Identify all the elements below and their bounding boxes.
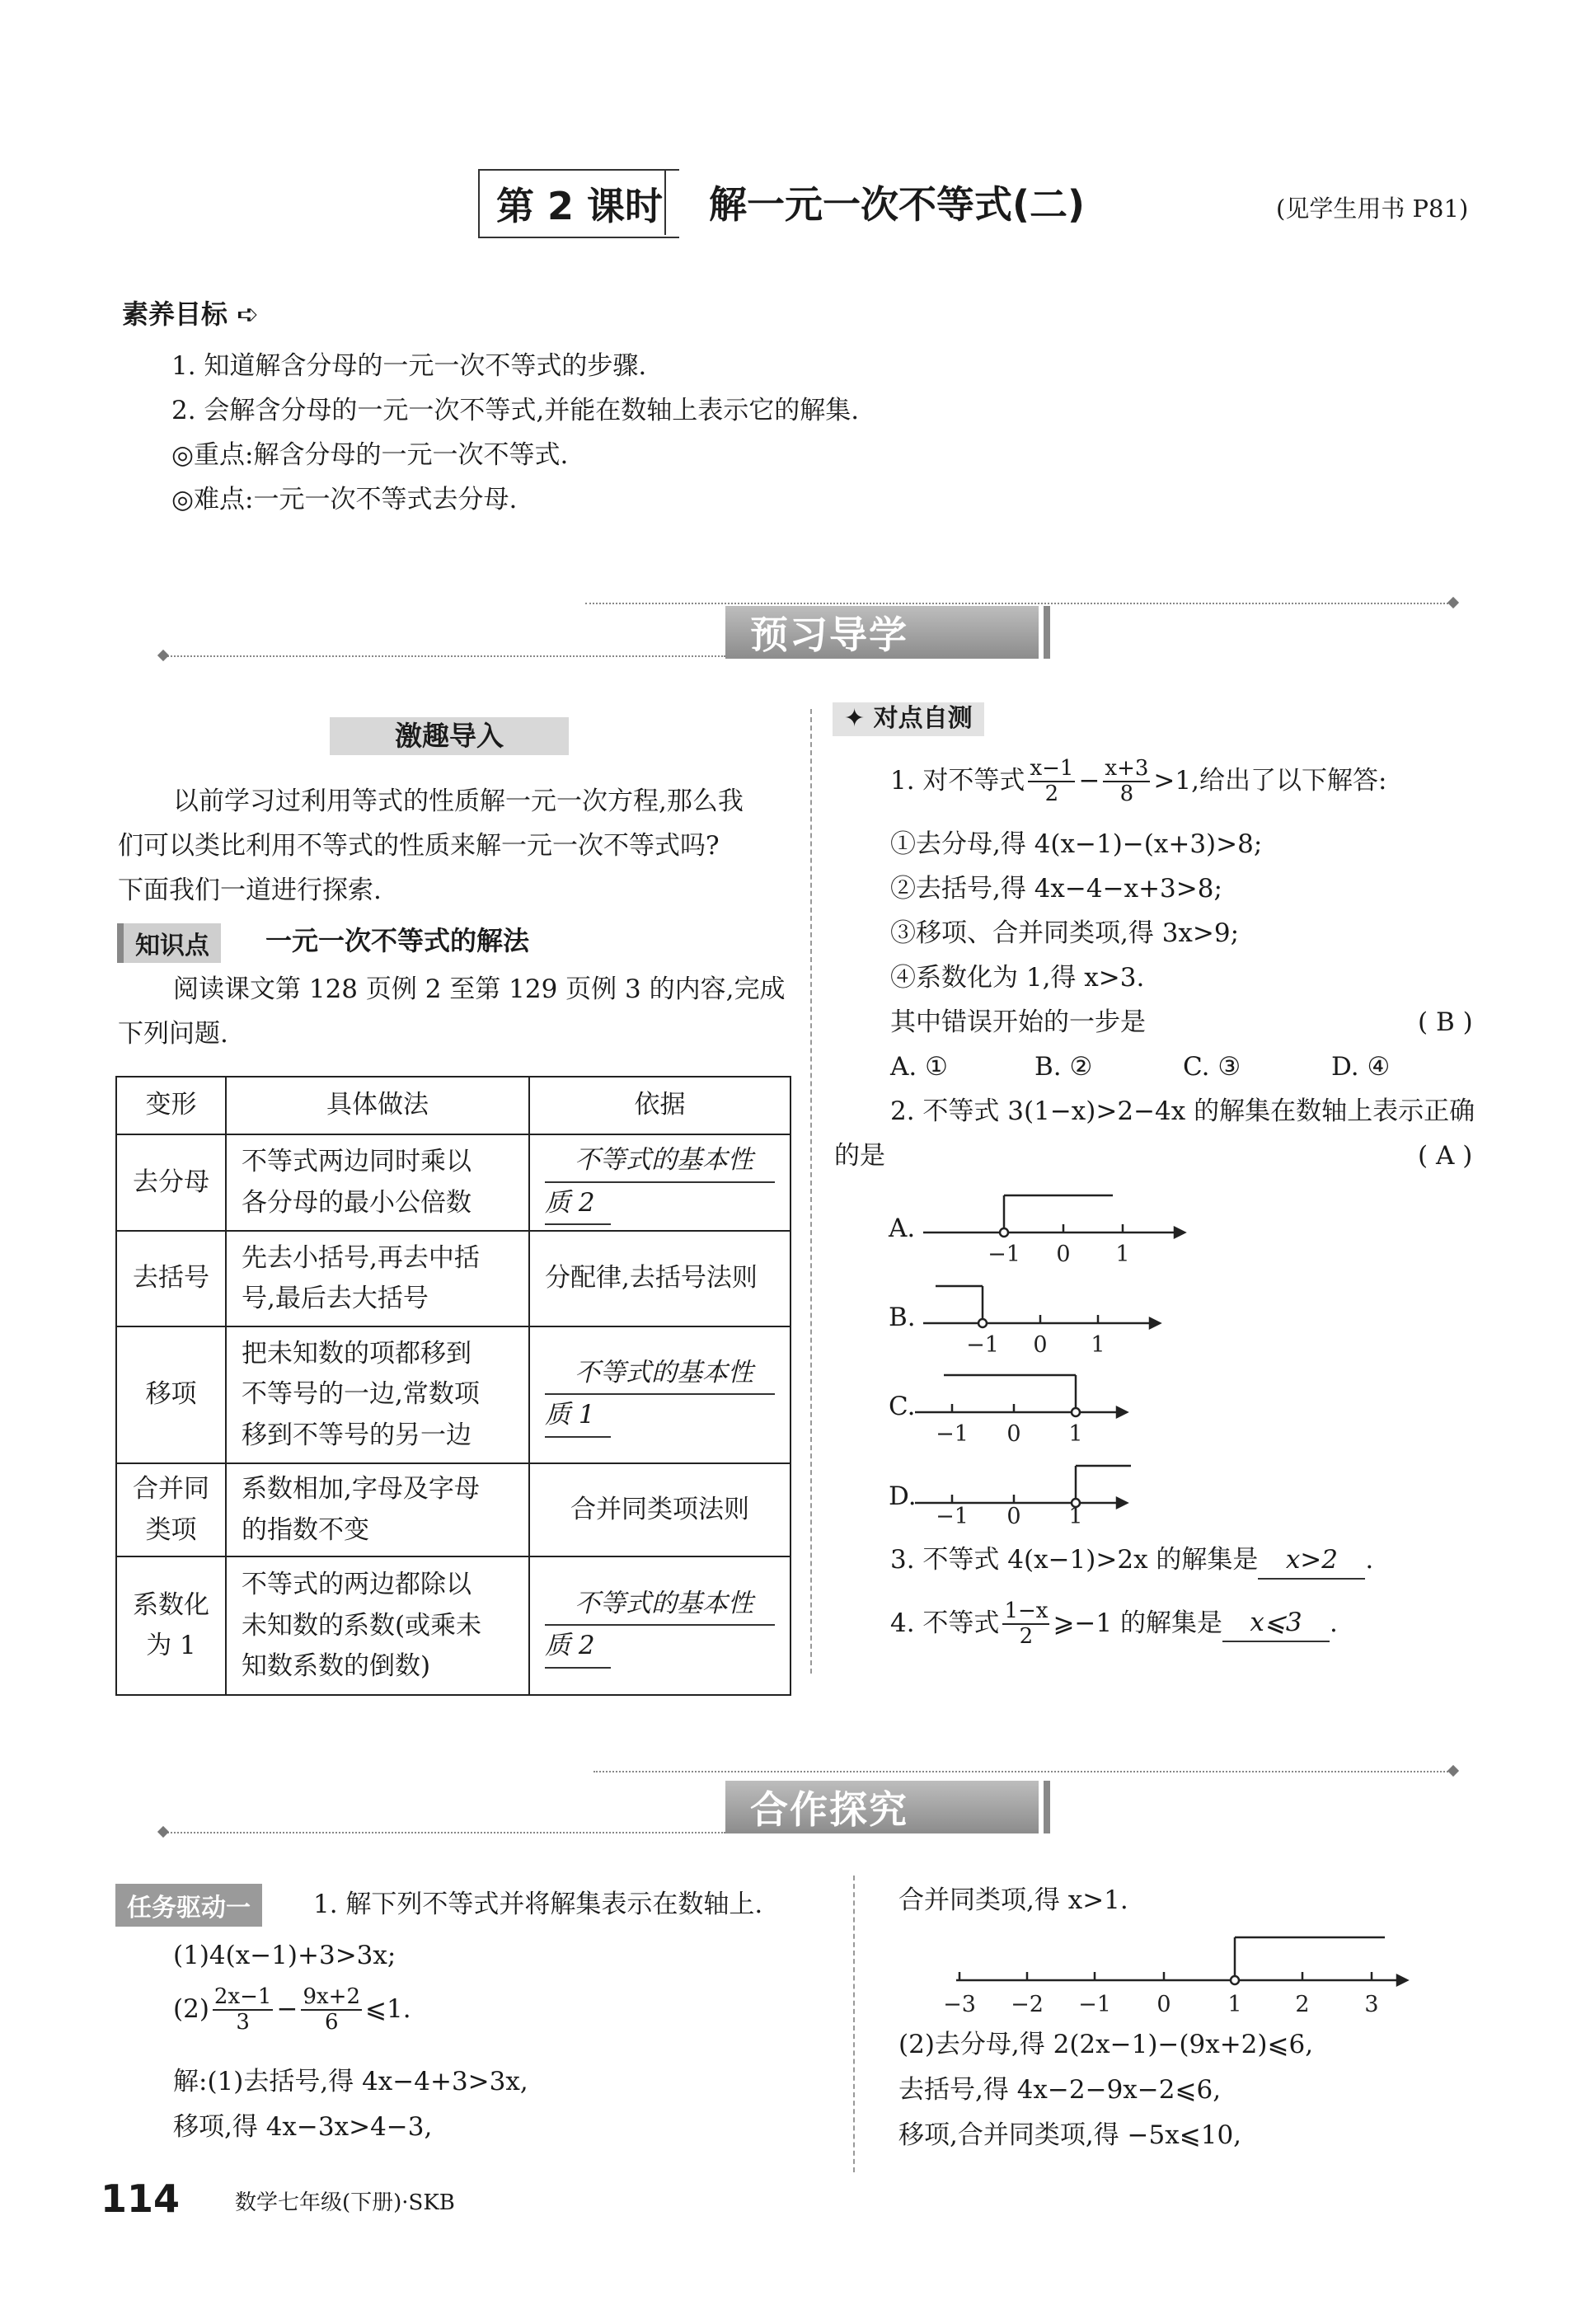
arrow-icon: ➪ bbox=[237, 298, 259, 330]
tick-label: 2 bbox=[1295, 1992, 1310, 2017]
tick-label: 0 bbox=[1006, 1504, 1021, 1525]
task-question: 1. 解下列不等式并将解集表示在数轴上. bbox=[313, 1890, 763, 1919]
table-step: 去分母 bbox=[116, 1134, 226, 1231]
goal-item-1: 1. 知道解含分母的一元一次不等式的步骤. bbox=[171, 351, 647, 381]
page-title: 解一元一次不等式(二) bbox=[709, 182, 1086, 227]
tick-label: −1 bbox=[1078, 1992, 1111, 2017]
table-method: 不等式两边同时乘以 各分母的最小公倍数 bbox=[226, 1134, 529, 1231]
table-method: 把未知数的项都移到 不等号的一边,常数项 移到不等号的另一边 bbox=[226, 1326, 529, 1463]
q1-step-3: ③移项、合并同类项,得 3x>9; bbox=[890, 918, 1240, 948]
table-step: 去括号 bbox=[116, 1231, 226, 1326]
column-divider bbox=[853, 1876, 855, 2172]
tick-label: −2 bbox=[1011, 1992, 1044, 2017]
book-title: 数学七年级(下册)·SKB bbox=[235, 2190, 455, 2215]
knowledge-title: 一元一次不等式的解法 bbox=[265, 925, 530, 956]
q2-answer: ( A ) bbox=[1418, 1141, 1473, 1171]
section-dot bbox=[157, 1826, 169, 1838]
tick-label: 1 bbox=[1115, 1242, 1130, 1267]
page-number: 114 bbox=[101, 2176, 181, 2221]
goal-item-2: 2. 会解含分母的一元一次不等式,并能在数轴上表示它的解集. bbox=[171, 396, 860, 425]
table-step: 移项 bbox=[116, 1326, 226, 1463]
section-dot bbox=[1447, 1765, 1459, 1777]
tick-label: −1 bbox=[988, 1242, 1020, 1267]
tick-label: 0 bbox=[1033, 1332, 1048, 1358]
knowledge-tag: 知识点 bbox=[117, 923, 221, 963]
table-basis: 分配律,去括号法则 bbox=[529, 1231, 790, 1326]
q2-number-lines bbox=[907, 1179, 1203, 1525]
intro-line-3: 下面我们一道进行探索. bbox=[118, 876, 382, 905]
table-basis: 合并同类项法则 bbox=[529, 1463, 790, 1556]
q4: 4. 不等式 $\frac{1-x}{2}$ ⩾−1 的解集是 x⩽3 . bbox=[890, 1599, 1338, 1649]
open-point bbox=[1000, 1228, 1008, 1237]
table-basis: 不等式的基本性 质 1 bbox=[529, 1326, 790, 1463]
table-header: 变形 bbox=[116, 1077, 226, 1134]
tick-label: 0 bbox=[1156, 1992, 1171, 2017]
solution-number-line bbox=[940, 1921, 1418, 2020]
tick-label: 0 bbox=[1006, 1421, 1021, 1447]
solution-right-3: 去括号,得 4x−2−9x−2⩽6, bbox=[898, 2075, 1222, 2105]
goal-key: ◎重点:解含分母的一元一次不等式. bbox=[171, 440, 569, 470]
table-row bbox=[116, 1556, 790, 1695]
q1-step-2: ②去括号,得 4x−4−x+3>8; bbox=[890, 874, 1222, 904]
knowledge-line-2: 下列问题. bbox=[118, 1019, 228, 1049]
intro-heading: 激趣导入 bbox=[330, 717, 569, 755]
table-header: 依据 bbox=[529, 1077, 790, 1134]
q3: 3. 不等式 4(x−1)>2x 的解集是 x>2 . bbox=[890, 1543, 1373, 1580]
task-part-2: (2) $\frac{2x-1}{3}$ − $\frac{9x+2}{6}$ ⩽1. bbox=[173, 1984, 411, 2035]
q2-line-2: 的是 bbox=[834, 1141, 885, 1171]
table-row bbox=[116, 1463, 790, 1556]
intro-line-2: 们可以类比利用不等式的性质来解一元一次不等式吗? bbox=[118, 831, 720, 861]
q1-option-d: D. ④ bbox=[1331, 1052, 1391, 1082]
solution-right-1: 合并同类项,得 x>1. bbox=[898, 1885, 1128, 1915]
q2-label-c: C. bbox=[889, 1392, 916, 1421]
selftest-heading: ✦ 对点自测 bbox=[833, 702, 984, 736]
section-line-bottom bbox=[165, 655, 725, 657]
section-title-explore: 合作探究 bbox=[725, 1781, 1039, 1833]
solution-line-1: 解:(1)去括号,得 4x−4+3>3x, bbox=[173, 2067, 528, 2096]
table-method: 先去小括号,再去中括 号,最后去大括号 bbox=[226, 1231, 529, 1326]
tick-label: −1 bbox=[966, 1332, 999, 1358]
tick-label: 1 bbox=[1068, 1421, 1083, 1447]
tick-label: 1 bbox=[1227, 1992, 1242, 2017]
section-line-bottom bbox=[165, 1832, 725, 1833]
section-dot bbox=[1447, 597, 1459, 608]
open-point bbox=[1072, 1408, 1080, 1416]
table-header: 具体做法 bbox=[226, 1077, 529, 1134]
table-step: 合并同 类项 bbox=[116, 1463, 226, 1556]
solution-right-2: (2)去分母,得 2(2x−1)−(9x+2)⩽6, bbox=[898, 2030, 1314, 2059]
section-line-top bbox=[593, 1771, 1455, 1772]
intro-line-1: 以前学习过利用等式的性质解一元一次方程,那么我 bbox=[173, 786, 744, 816]
q1-statement: 1. 对不等式 $\frac{x-1}{2}$ − $\frac{x+3}{8}$ >1,给出了以下解答: bbox=[890, 756, 1387, 806]
q2-label-b: B. bbox=[889, 1303, 916, 1332]
table-method: 系数相加,字母及字母 的指数不变 bbox=[226, 1463, 529, 1556]
q2-label-d: D. bbox=[889, 1481, 917, 1511]
tick-label: 0 bbox=[1056, 1242, 1071, 1267]
table-basis: 不等式的基本性 质 2 bbox=[529, 1556, 790, 1695]
table-basis: 不等式的基本性 质 2 bbox=[529, 1134, 790, 1231]
table-step: 系数化 为 1 bbox=[116, 1556, 226, 1695]
reference-note: (见学生用书 P81) bbox=[1276, 195, 1469, 223]
solution-right-4: 移项,合并同类项,得 −5x⩽10, bbox=[898, 2120, 1242, 2150]
open-point bbox=[1231, 1976, 1239, 1984]
q1-step-4: ④系数化为 1,得 x>3. bbox=[890, 963, 1145, 993]
q2-label-a: A. bbox=[889, 1214, 916, 1243]
open-point bbox=[978, 1319, 987, 1327]
section-title-preview: 预习导学 bbox=[725, 606, 1039, 659]
knowledge-line-1: 阅读课文第 128 页例 2 至第 129 页例 3 的内容,完成 bbox=[173, 974, 786, 1004]
table-row bbox=[116, 1134, 790, 1231]
q1-option-a: A. ① bbox=[890, 1052, 948, 1082]
q1-option-b: B. ② bbox=[1034, 1052, 1093, 1082]
method-table bbox=[115, 1076, 791, 1696]
q1-option-c: C. ③ bbox=[1183, 1052, 1241, 1082]
table-row bbox=[116, 1231, 790, 1326]
section-dot bbox=[157, 650, 169, 661]
q1-ask: 其中错误开始的一步是 bbox=[890, 1007, 1146, 1037]
q1-answer: ( B ) bbox=[1418, 1007, 1473, 1037]
table-row bbox=[116, 1326, 790, 1463]
solution-line-2: 移项,得 4x−3x>4−3, bbox=[173, 2112, 433, 2142]
tick-label: −3 bbox=[943, 1992, 976, 2017]
tick-label: 1 bbox=[1068, 1504, 1083, 1525]
table-method: 不等式的两边都除以 未知数的系数(或乘未 知数系数的倒数) bbox=[226, 1556, 529, 1695]
q2-line-1: 2. 不等式 3(1−x)>2−4x 的解集在数轴上表示正确 bbox=[890, 1096, 1475, 1126]
lesson-label: 第 2 课时 bbox=[478, 169, 679, 238]
task-tag: 任务驱动一 bbox=[115, 1884, 262, 1927]
diamond-icon: ✦ bbox=[844, 704, 866, 733]
goals-heading: 素养目标 ➪ bbox=[122, 298, 259, 330]
task-part-1: (1)4(x−1)+3>3x; bbox=[173, 1941, 396, 1970]
tick-label: −1 bbox=[936, 1421, 969, 1447]
tick-label: 3 bbox=[1364, 1992, 1379, 2017]
tick-label: −1 bbox=[936, 1504, 969, 1525]
column-divider bbox=[810, 709, 812, 1674]
section-line-top bbox=[585, 603, 1455, 604]
goal-hard: ◎难点:一元一次不等式去分母. bbox=[171, 485, 518, 514]
title-divider bbox=[664, 169, 666, 235]
tick-label: 1 bbox=[1091, 1332, 1105, 1358]
q1-step-1: ①去分母,得 4(x−1)−(x+3)>8; bbox=[890, 829, 1263, 859]
